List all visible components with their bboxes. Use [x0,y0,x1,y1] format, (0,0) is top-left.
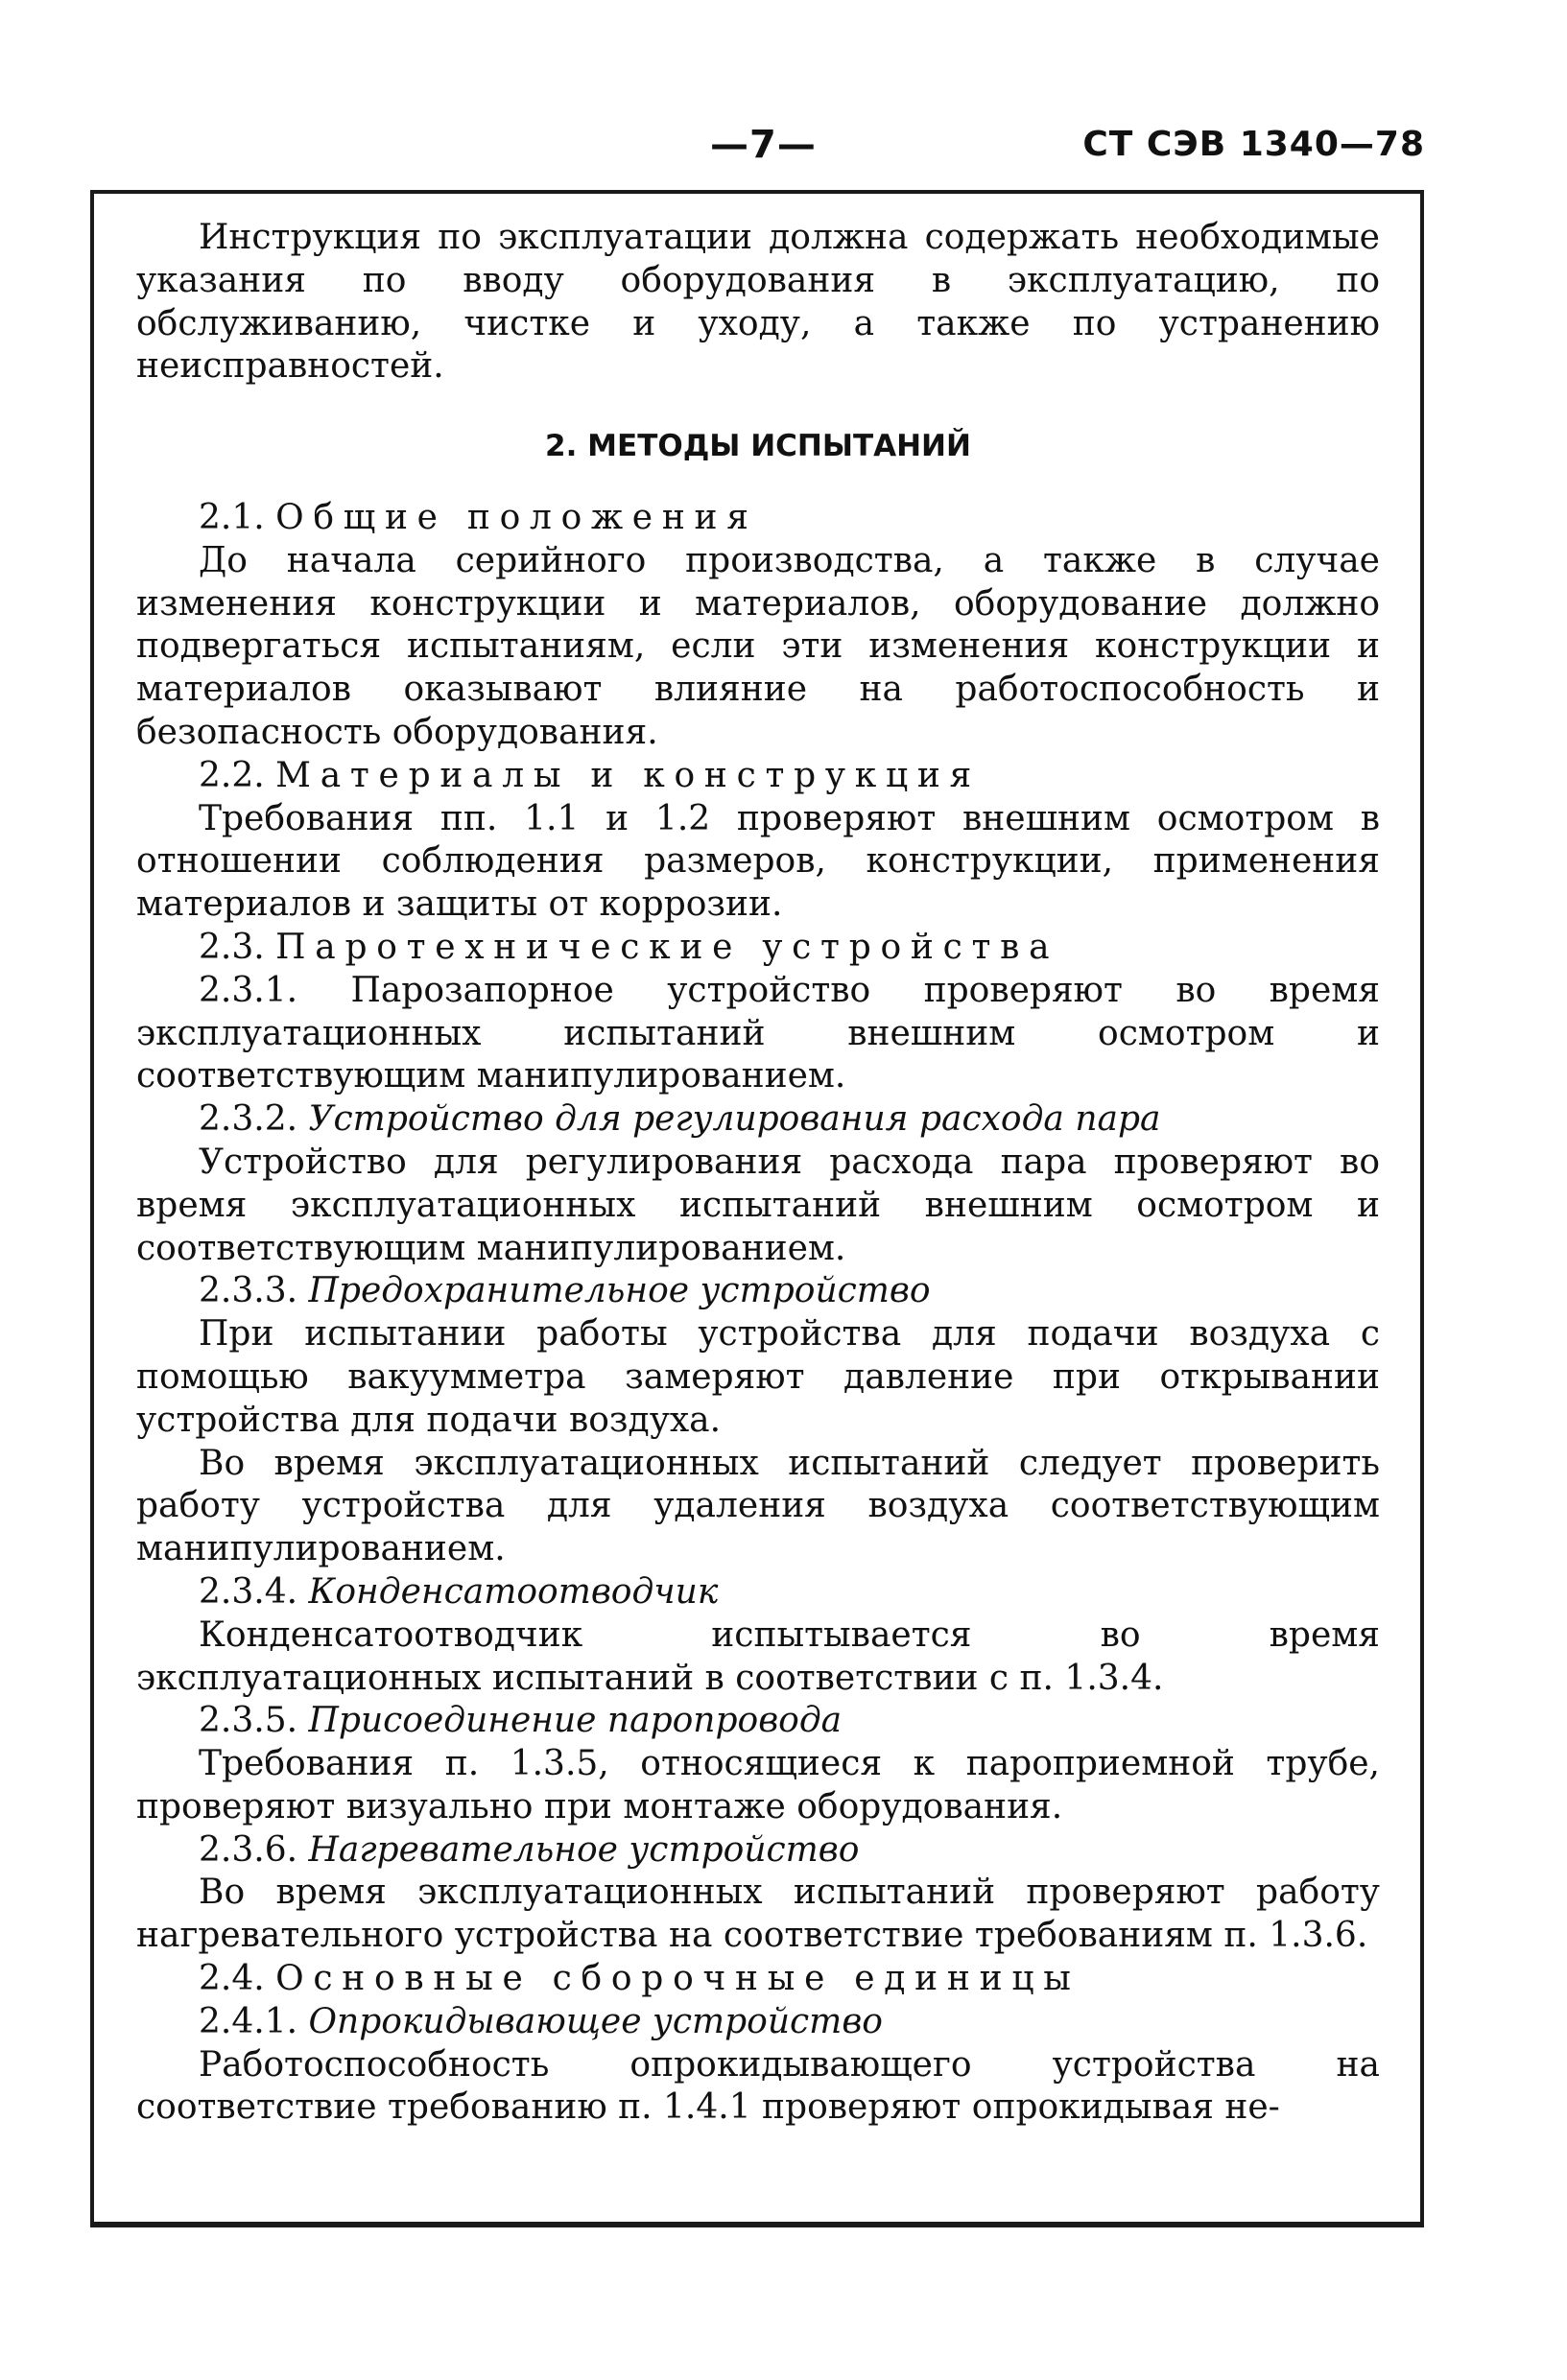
subsection-number: 2.3.6. [199,1829,298,1870]
standard-code: СТ СЭВ 1340—78 [1082,125,1425,164]
subsection-title: Нагревательное устройство [308,1829,860,1870]
subsection-number: 2.3.3. [199,1271,298,1311]
paragraph-2-3-3-a: При испытании работы устройства для подачи воздуха с помощью вакуумметра замеряют давление при открывании устройства для подачи воздуха. [136,1314,1380,1440]
paragraph-2-3-6: Во время эксплуатационных испытаний проверяют работу нагревательного устройства на соответствие требованиям п. 1.3.6. [136,1873,1380,1956]
subsection-number: 2.2. [199,755,265,795]
paragraph-2-4-1: Работоспособность опрокидывающего устройства на соответствие требованию п. 1.4.1 проверяют опрокидывая не- [136,2044,1380,2128]
subsection-heading-2-3-5 [136,1700,1380,1743]
document-body [136,217,1380,2130]
paragraph-2-2: Требования пп. 1.1 и 1.2 проверяют внешним осмотром в отношении соблюдения размеров, конструкции, применения материалов и защиты от коррозии. [136,798,1380,925]
paragraph-2-3-1: 2.3.1. Парозапорное устройство проверяют во время эксплуатационных испытаний внешним осмотром и соответствующим манипулированием. [136,970,1380,1096]
subsection-heading-2-3-6 [136,1829,1380,1873]
subsection-title: Опрокидывающее устройство [308,2001,883,2041]
subsection-heading-2-3-2 [136,1098,1380,1142]
subsection-title: Предохранительное устройство [308,1271,931,1311]
intro-paragraph: Инструкция по эксплуатации должна содержать необходимые указания по вводу оборудования в эксплуатацию, по обслуживанию, чистке и уходу, а также по устранению неисправностей. [136,218,1380,387]
subsection-number: 2.4. [199,1959,265,1999]
paragraph-2-3-3-b: Во время эксплуатационных испытаний следует проверить работу устройства для удаления воздуха соответствующим манипулированием. [136,1443,1380,1569]
subsection-title: Конденсатоотводчик [308,1571,719,1612]
section-title: 2. МЕТОДЫ ИСПЫТАНИЙ [545,429,971,464]
subsection-title: Устройство для регулирования расхода пара [308,1099,1161,1140]
paragraph-2-1: До начала серийного производства, а также в случае изменения конструкции и материалов, оборудование должно подвергаться испытаниям, если эти изменения конструкции и материалов оказывают влияние на работоспособность и безопасность оборудования. [136,540,1380,752]
subsection-heading-2-3-3 [136,1270,1380,1313]
paragraph-2-3-4: Конденсатоотводчик испытывается во время эксплуатационных испытаний в соответствии с п. 1.3.4. [136,1614,1380,1698]
subsection-title: Общие положения [275,497,758,537]
subsection-title: Основные сборочные единицы [275,1959,1080,1999]
subsection-heading-2-3-4 [136,1571,1380,1614]
subsection-number: 2.3.4. [199,1571,298,1612]
subsection-number: 2.1. [199,497,265,537]
subsection-title: Материалы и конструкция [275,755,981,795]
subsection-number: 2.3.5. [199,1701,298,1741]
paragraph-2-3-2: Устройство для регулирования расхода пара проверяют во время эксплуатационных испытаний внешним осмотром и соответствующим манипулированием. [136,1142,1380,1268]
subsection-heading-2-3 [136,927,1380,970]
subsection-heading-2-2 [136,755,1380,798]
subsection-number: 2.3.2. [199,1099,298,1140]
subsection-title: Паротехнические устройства [275,927,1059,967]
subsection-title: Присоединение паропровода [308,1701,843,1741]
paragraph-2-3-5: Требования п. 1.3.5, относящиеся к пароприемной трубе, проверяют визуально при монтаже оборудования. [136,1744,1380,1826]
page-number: —7— [710,123,817,167]
page-header [0,123,1567,180]
subsection-heading-2-4 [136,1958,1380,2001]
subsection-number: 2.4.1. [199,2001,298,2041]
subsection-heading-2-4-1 [136,2001,1380,2044]
subsection-number: 2.3. [199,927,265,967]
subsection-heading-2-1 [136,497,1380,540]
